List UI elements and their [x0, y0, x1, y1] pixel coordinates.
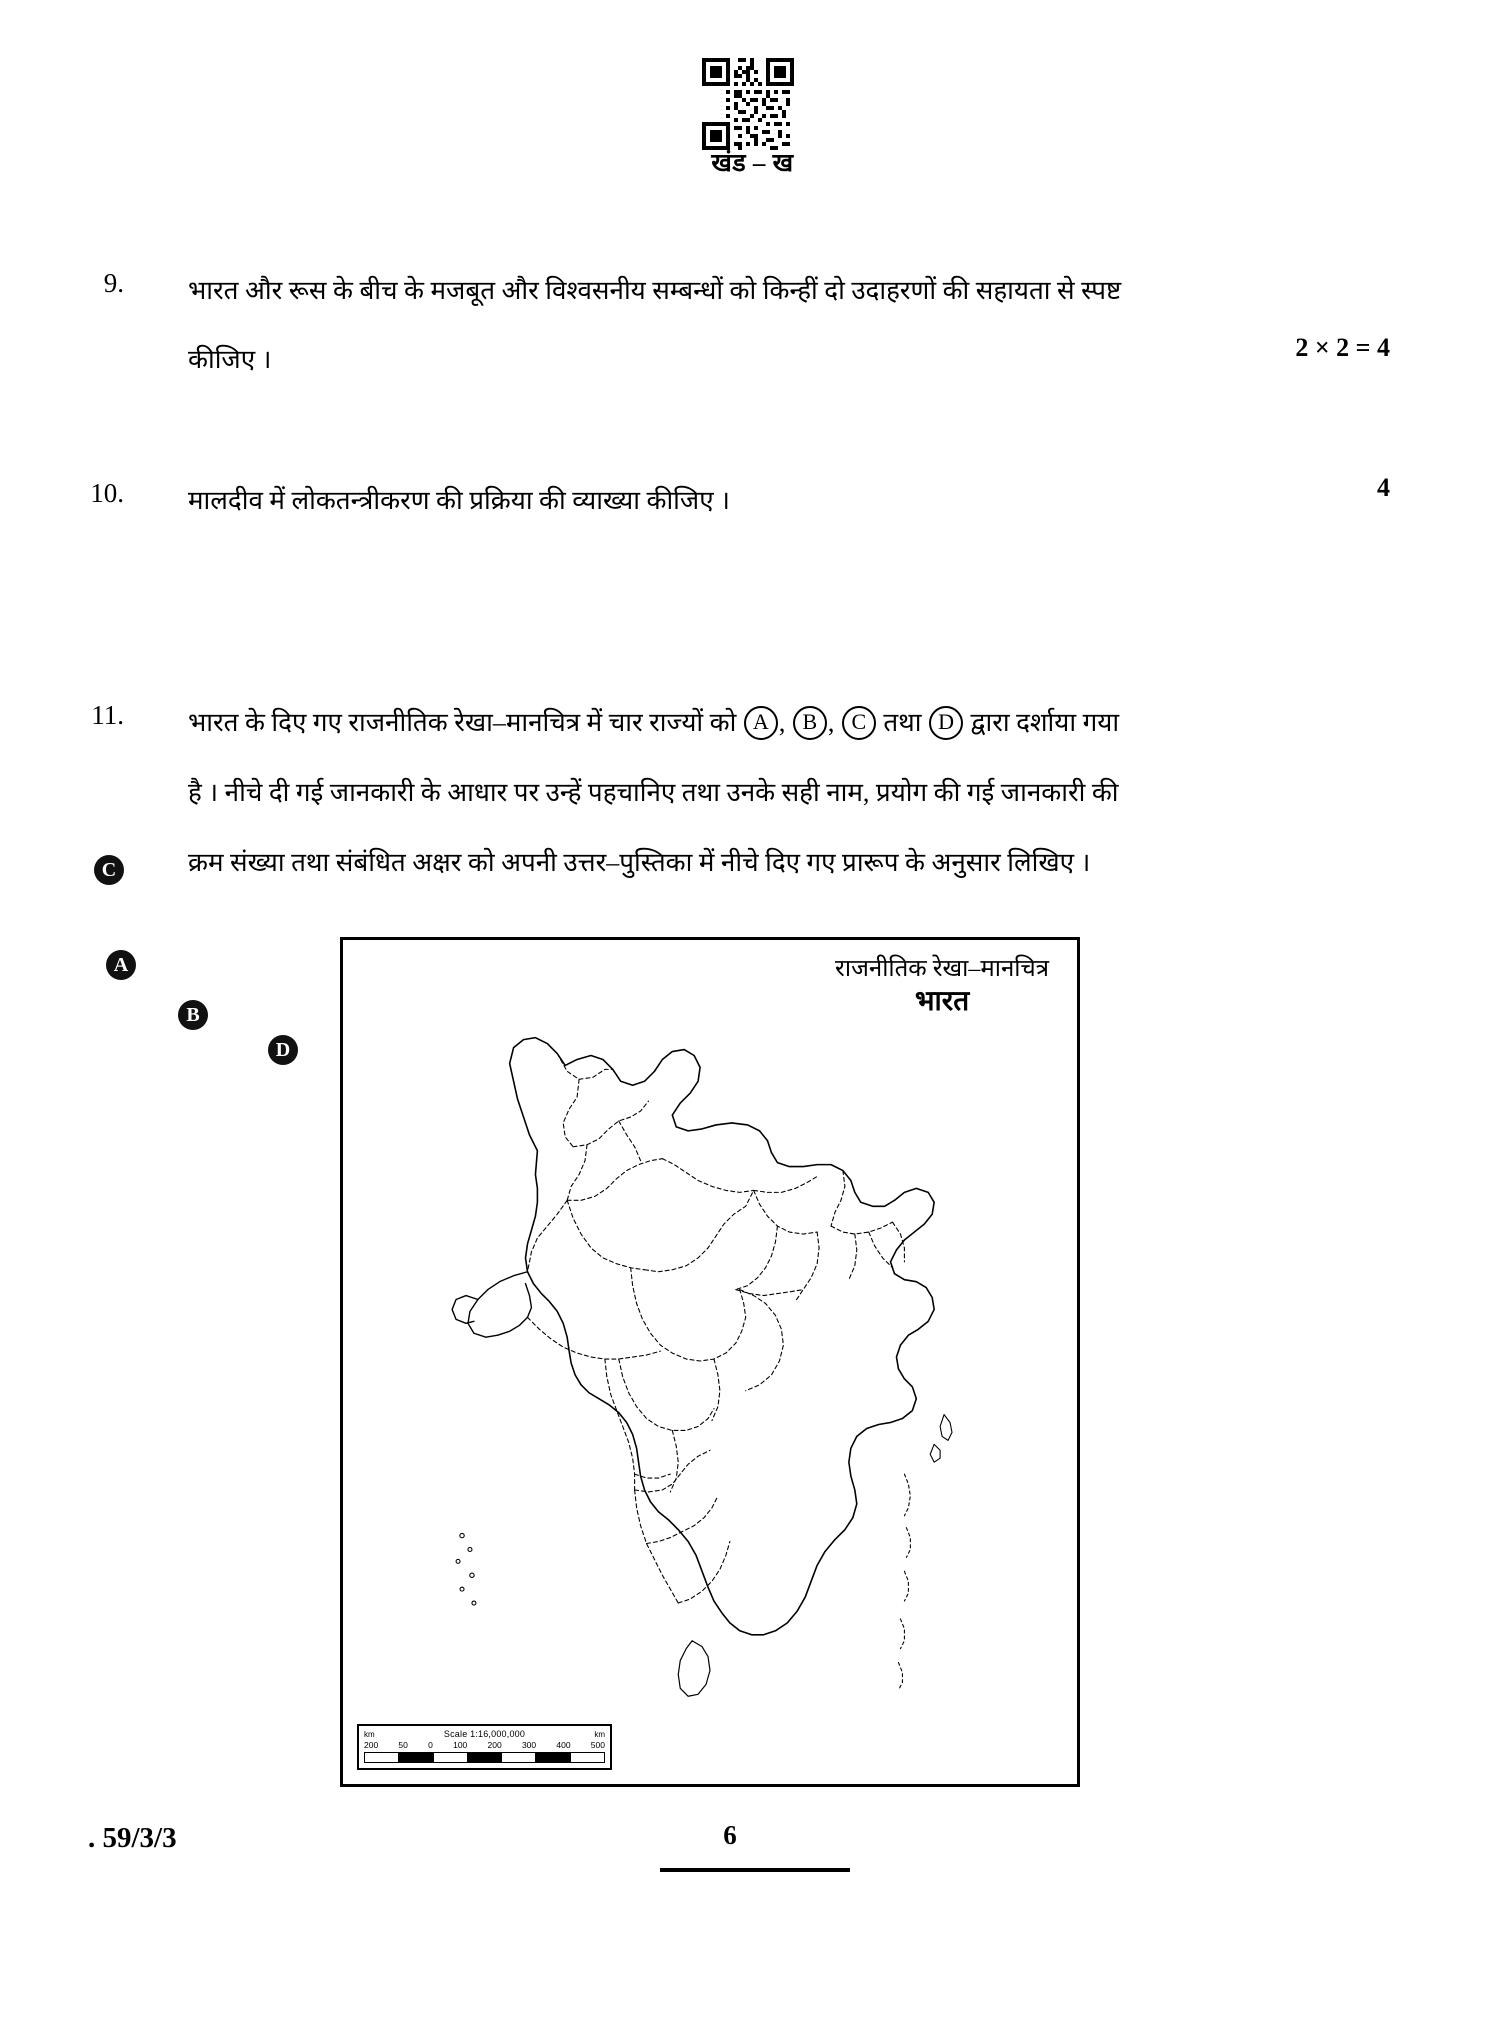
map-marker-a: A — [106, 950, 136, 980]
question-10-number: 10. — [90, 478, 124, 508]
circled-label-c: C — [842, 706, 876, 740]
circled-label-b: B — [793, 706, 827, 740]
question-9-text-line2: कीजिए । — [188, 345, 272, 374]
map-marker-d: D — [268, 1035, 298, 1065]
scale-tick: 500 — [590, 1740, 605, 1750]
scale-unit-right: km — [594, 1730, 605, 1739]
circled-label-d: D — [929, 706, 963, 740]
scale-tick: 50 — [398, 1740, 408, 1750]
scale-tick: 0 — [428, 1740, 433, 1750]
question-9-number: 9. — [103, 268, 124, 298]
paper-code: . 59/3/3 — [88, 1822, 177, 1854]
scale-tick: 200 — [487, 1740, 502, 1750]
circled-label-a: A — [744, 706, 778, 740]
question-10-text-line1: मालदीव में लोकतन्त्रीकरण की प्रक्रिया की व्याख्या कीजिए । — [188, 486, 730, 515]
india-political-outline-map — [340, 937, 1080, 1787]
question-9-text-line1: भारत और रूस के बीच के मजबूत और विश्वसनीय सम्बन्धों को किन्हीं दो उदाहरणों की सहायता से स्पष्ट — [188, 276, 1122, 305]
section-heading: खंड – ख — [711, 150, 794, 177]
footer-rule — [660, 1868, 850, 1872]
scale-unit-left: km — [364, 1730, 375, 1739]
question-11-text-line3: क्रम संख्या तथा संबंधित अक्षर को अपनी उत्तर–पुस्तिका में नीचे दिए गए प्रारूप के अनुसार लिखिए । — [188, 848, 1091, 877]
question-11-text-part-a: भारत के दिए गए राजनीतिक रेखा–मानचित्र में चार राज्यों को — [188, 708, 737, 737]
map-title-line2: भारत — [914, 986, 970, 1017]
map-marker-c: C — [94, 855, 124, 885]
question-9-marks: 2 × 2 = 4 — [1295, 333, 1390, 362]
question-11-comma-2: , — [827, 708, 835, 737]
question-11-text-tatha: तथा — [883, 708, 922, 737]
map-scale-bar — [357, 1724, 612, 1770]
scale-tick: 100 — [453, 1740, 468, 1750]
scale-title: Scale 1:16,000,000 — [443, 1729, 526, 1739]
question-11-comma-1: , — [778, 708, 786, 737]
map-marker-b: B — [178, 1000, 208, 1030]
page-number: 6 — [723, 1820, 737, 1850]
india-map-outline — [343, 940, 1077, 1784]
question-11-number: 11. — [91, 700, 124, 730]
scale-tick: 300 — [521, 1740, 537, 1750]
question-10-marks: 4 — [1377, 473, 1390, 502]
scale-bar-graphic — [364, 1752, 605, 1763]
map-title-line1: राजनीतिक रेखा–मानचित्र — [835, 956, 1049, 982]
scale-tick: 200 — [364, 1740, 379, 1750]
question-11-text-line2: है । नीचे दी गई जानकारी के आधार पर उन्हें पहचानिए तथा उनके सही नाम, प्रयोग की गई जानकारी की — [188, 778, 1119, 807]
question-11-text-part-e: द्वारा दर्शाया गया — [970, 708, 1120, 737]
qr-code-icon — [702, 58, 794, 150]
scale-tick: 400 — [556, 1740, 571, 1750]
question-11-text-line1 — [188, 690, 1378, 756]
